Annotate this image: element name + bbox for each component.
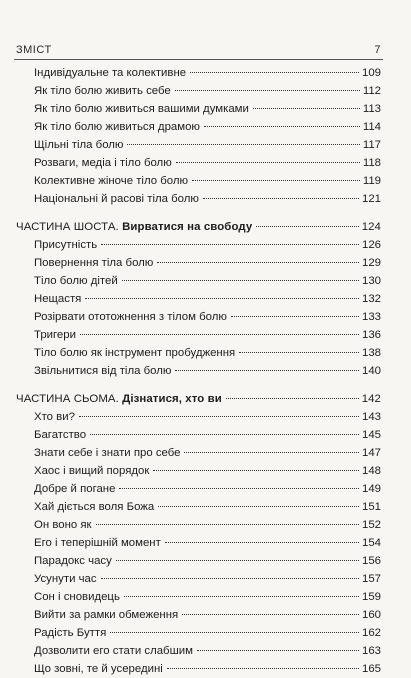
dot-leader bbox=[85, 298, 359, 299]
toc-entry[interactable] bbox=[16, 172, 381, 190]
dot-leader bbox=[96, 524, 359, 525]
entry-page-number: 165 bbox=[361, 663, 381, 675]
entry-page-number: 109 bbox=[361, 67, 381, 79]
part-title: Дізнатися, хто ви bbox=[122, 393, 222, 405]
toc-entry[interactable] bbox=[16, 660, 381, 678]
entry-title: Повернення тіла болю bbox=[34, 257, 154, 269]
dot-leader bbox=[256, 226, 358, 227]
dot-leader bbox=[197, 650, 359, 651]
entry-title: Парадокс часу bbox=[34, 555, 112, 567]
dot-leader bbox=[101, 244, 359, 245]
toc-entry[interactable] bbox=[16, 254, 381, 272]
entry-title: Хаос і вищий порядок bbox=[34, 465, 150, 477]
entry-title: Колективне жіноче тіло болю bbox=[34, 175, 189, 187]
entry-page-number: 129 bbox=[361, 257, 381, 269]
entry-page-number: 151 bbox=[361, 501, 381, 513]
dot-leader bbox=[165, 542, 359, 543]
dot-leader bbox=[79, 416, 359, 417]
entry-title: Добре й погане bbox=[34, 483, 116, 495]
dot-leader bbox=[184, 452, 359, 453]
entry-page-number: 149 bbox=[361, 483, 381, 495]
dot-leader bbox=[239, 352, 359, 353]
toc-entry[interactable] bbox=[16, 570, 381, 588]
toc-entry[interactable] bbox=[16, 82, 381, 100]
toc-entry[interactable] bbox=[16, 444, 381, 462]
toc-entry[interactable] bbox=[16, 408, 381, 426]
dot-leader bbox=[176, 162, 360, 163]
dot-leader bbox=[153, 470, 359, 471]
entry-page-number: 121 bbox=[361, 193, 381, 205]
entry-title: Усунути час bbox=[34, 573, 97, 585]
entry-page-number: 152 bbox=[361, 519, 381, 531]
toc-entry[interactable] bbox=[16, 516, 381, 534]
entry-page-number: 119 bbox=[362, 175, 381, 187]
header-rule bbox=[14, 59, 383, 60]
toc-entry[interactable] bbox=[16, 326, 381, 344]
entry-title: Розваги, медіа і тіло болю bbox=[34, 157, 172, 169]
toc-entry[interactable] bbox=[16, 344, 381, 362]
entry-title: Он воно як bbox=[34, 519, 92, 531]
entry-title: Національні й расові тіла болю bbox=[34, 193, 199, 205]
entry-title: Тіло болю дітей bbox=[34, 275, 118, 287]
dot-leader bbox=[203, 198, 359, 199]
entry-title: Хто ви? bbox=[34, 411, 75, 423]
toc-part-row[interactable] bbox=[16, 218, 381, 236]
dot-leader bbox=[175, 370, 359, 371]
entry-title: Присутність bbox=[34, 239, 98, 251]
entry-title: Сон і сновидець bbox=[34, 591, 120, 603]
part-page-number: 142 bbox=[361, 393, 381, 405]
dot-leader bbox=[127, 144, 359, 145]
toc-entry[interactable] bbox=[16, 642, 381, 660]
toc-entry[interactable] bbox=[16, 624, 381, 642]
section-title: ЗМІСТ bbox=[16, 44, 52, 56]
dot-leader bbox=[90, 434, 359, 435]
entry-page-number: 143 bbox=[361, 411, 381, 423]
dot-leader bbox=[192, 180, 360, 181]
toc-entry[interactable] bbox=[16, 290, 381, 308]
toc-entry[interactable] bbox=[16, 154, 381, 172]
dot-leader bbox=[231, 316, 359, 317]
entry-title: Знати себе і знати про себе bbox=[34, 447, 181, 459]
entry-page-number: 117 bbox=[362, 139, 381, 151]
entry-title: Тіло болю як інструмент пробудження bbox=[34, 347, 236, 359]
entry-page-number: 148 bbox=[361, 465, 381, 477]
toc-entry[interactable] bbox=[16, 136, 381, 154]
toc-section bbox=[16, 218, 381, 380]
entry-title: Розірвати ототожнення з тілом болю bbox=[34, 311, 227, 323]
entry-title: Як тіло болю живить себе bbox=[34, 85, 171, 97]
entry-title: Хай діється воля Божа bbox=[34, 501, 155, 513]
dot-leader bbox=[167, 668, 359, 669]
entry-page-number: 147 bbox=[361, 447, 381, 459]
entry-title: Вийти за рамки обмеження bbox=[34, 609, 179, 621]
page-number: 7 bbox=[374, 44, 381, 56]
entry-title: Як тіло болю живиться драмою bbox=[34, 121, 200, 133]
entry-page-number: 138 bbox=[361, 347, 381, 359]
entry-title: Нещастя bbox=[34, 293, 82, 305]
dot-leader bbox=[124, 596, 359, 597]
section-spacer bbox=[16, 208, 381, 218]
dot-leader bbox=[157, 262, 359, 263]
entry-title: Індивідуальне та колективне bbox=[34, 67, 187, 79]
entry-page-number: 118 bbox=[362, 157, 381, 169]
entry-title: Радість Буття bbox=[34, 627, 107, 639]
toc-entry[interactable] bbox=[16, 588, 381, 606]
part-label: ЧАСТИНА ШОСТА. bbox=[16, 221, 119, 233]
toc-entry[interactable] bbox=[16, 118, 381, 136]
entry-page-number: 133 bbox=[361, 311, 381, 323]
toc-entry[interactable] bbox=[16, 606, 381, 624]
table-of-contents bbox=[16, 64, 381, 678]
toc-entry[interactable] bbox=[16, 552, 381, 570]
entry-page-number: 157 bbox=[361, 573, 381, 585]
entry-page-number: 154 bbox=[361, 537, 381, 549]
entry-page-number: 132 bbox=[361, 293, 381, 305]
toc-section bbox=[16, 390, 381, 678]
dot-leader bbox=[190, 72, 359, 73]
dot-leader bbox=[204, 126, 360, 127]
toc-entry[interactable] bbox=[16, 190, 381, 208]
toc-entry[interactable] bbox=[16, 534, 381, 552]
dot-leader bbox=[116, 560, 359, 561]
part-label: ЧАСТИНА СЬОМА. bbox=[16, 393, 119, 405]
dot-leader bbox=[119, 488, 359, 489]
entry-title: Звільнитися від тіла болю bbox=[34, 365, 172, 377]
dot-leader bbox=[80, 334, 359, 335]
entry-page-number: 156 bbox=[361, 555, 381, 567]
part-page-number: 124 bbox=[361, 221, 381, 233]
entry-page-number: 140 bbox=[361, 365, 381, 377]
entry-page-number: 162 bbox=[361, 627, 381, 639]
entry-page-number: 112 bbox=[362, 85, 381, 97]
dot-leader bbox=[226, 398, 359, 399]
dot-leader bbox=[175, 90, 360, 91]
toc-entry[interactable] bbox=[16, 462, 381, 480]
dot-leader bbox=[122, 280, 359, 281]
entry-title: Як тіло болю живиться вашими думками bbox=[34, 103, 249, 115]
dot-leader bbox=[182, 614, 359, 615]
entry-page-number: 163 bbox=[361, 645, 381, 657]
entry-page-number: 136 bbox=[361, 329, 381, 341]
entry-title: Дозволити его стати слабшим bbox=[34, 645, 193, 657]
entry-title: Тригери bbox=[34, 329, 76, 341]
entry-title: Его і теперішній момент bbox=[34, 537, 161, 549]
entry-page-number: 145 bbox=[361, 429, 381, 441]
toc-entry[interactable] bbox=[16, 480, 381, 498]
part-heading bbox=[16, 218, 252, 236]
dot-leader bbox=[101, 578, 359, 579]
entry-page-number: 160 bbox=[361, 609, 381, 621]
dot-leader bbox=[253, 108, 360, 109]
toc-entry[interactable] bbox=[16, 236, 381, 254]
toc-entry[interactable] bbox=[16, 64, 381, 82]
entry-page-number: 113 bbox=[362, 103, 381, 115]
dot-leader bbox=[110, 632, 359, 633]
toc-entry[interactable] bbox=[16, 100, 381, 118]
entry-title: Багатство bbox=[34, 429, 87, 441]
entry-page-number: 126 bbox=[361, 239, 381, 251]
entry-page-number: 159 bbox=[361, 591, 381, 603]
entry-title: Що зовні, те й усередині bbox=[34, 663, 163, 675]
running-header bbox=[16, 36, 381, 56]
toc-section bbox=[16, 64, 381, 208]
toc-entry[interactable] bbox=[16, 498, 381, 516]
toc-part-row[interactable] bbox=[16, 390, 381, 408]
entry-page-number: 130 bbox=[361, 275, 381, 287]
part-title: Вирватися на свободу bbox=[122, 221, 253, 233]
entry-title: Щільні тіла болю bbox=[34, 139, 124, 151]
part-heading bbox=[16, 390, 222, 408]
toc-entry[interactable] bbox=[16, 362, 381, 380]
dot-leader bbox=[158, 506, 359, 507]
toc-entry[interactable] bbox=[16, 426, 381, 444]
toc-entry[interactable] bbox=[16, 272, 381, 290]
section-spacer bbox=[16, 380, 381, 390]
entry-page-number: 114 bbox=[362, 121, 381, 133]
toc-entry[interactable] bbox=[16, 308, 381, 326]
